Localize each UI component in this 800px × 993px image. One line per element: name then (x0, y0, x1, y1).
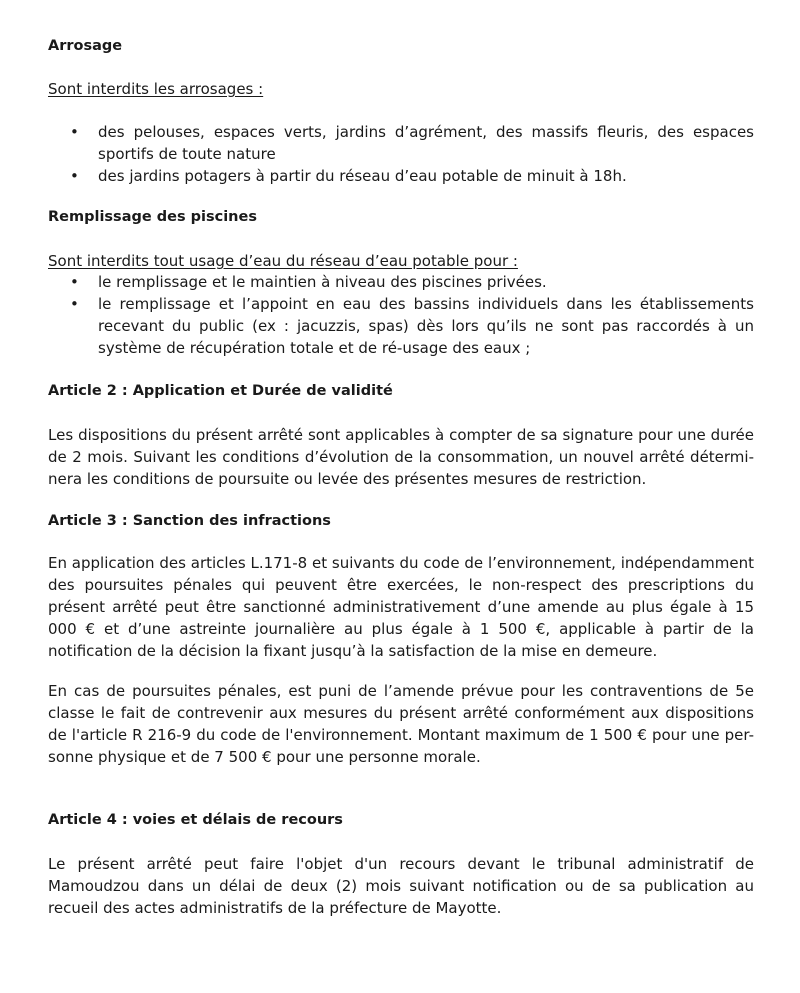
heading-piscines: Remplissage des piscines (48, 209, 257, 225)
arrosage-list (48, 121, 754, 187)
list-item: • des jardins potagers à partir du réseau d’eau potable de minuit à 18h. (70, 167, 627, 185)
piscines-list (48, 271, 754, 359)
list-item: • le remplissage et le maintien à niveau des piscines privées. (70, 273, 547, 291)
bullet-icon: • (70, 167, 79, 185)
arrosage-intro: Sont interdits les arrosages : (48, 80, 264, 98)
article-2-text: Les dispositions du présent arrêté sont applicables à compter de sa signature pour une durée de 2 mois. Suivant les conditions d’évolution de la consommation, un nouvel arrêté détermi-nera les conditions de poursuite ou levée des présentes mesures de restriction. (48, 426, 754, 488)
heading-article-4: Article 4 : voies et délais de recours (48, 812, 343, 828)
list-item: • le remplissage et l’appoint en eau des bassins individuels dans les établissements recevant du public (ex : jacuzzis, spas) dès lors qu’ils ne sont pas raccordés à un système de récupération totale et de ré-usage des eaux ; (70, 295, 754, 357)
article-3-text-1: En application des articles L.171-8 et suivants du code de l’environnement, indépendamment des poursuites pénales qui peuvent être exercées, le non-respect des prescriptions du présent arrêté peut être sanctionné administrativement d’une amende au plus égale à 15 000 € et d’une astreinte journalière au plus égale à 1 500 €, applicable à partir de la notification de la décision la fixant jusqu’à la satisfaction de la mise en demeure. (48, 554, 754, 660)
heading-arrosage: Arrosage (48, 38, 123, 54)
bullet-icon: • (70, 273, 79, 291)
article-4-text: Le présent arrêté peut faire l'objet d'un recours devant le tribunal administratif de Mamoudzou dans un délai de deux (2) mois suivant notification ou de sa publication au recueil des actes administratifs de la préfecture de Mayotte. (48, 855, 754, 917)
article-3-text-2: En cas de poursuites pénales, est puni de l’amende prévue pour les contraventions de 5e classe le fait de contrevenir aux mesures du présent arrêté conformément aux dispositions de l'article R 216-9 du code de l'environnement. Montant maximum de 1 500 € pour une per-sonne physique et de 7 500 € pour une personne morale. (48, 682, 754, 766)
bullet-icon: • (70, 123, 79, 141)
heading-article-3: Article 3 : Sanction des infractions (48, 513, 331, 529)
heading-article-2: Article 2 : Application et Durée de validité (48, 383, 393, 399)
piscines-intro: Sont interdits tout usage d’eau du réseau d’eau potable pour : (48, 252, 518, 270)
bullet-icon: • (70, 295, 79, 313)
list-item: • des pelouses, espaces verts, jardins d’agrément, des massifs fleuris, des espaces sportifs de toute nature (70, 123, 754, 163)
